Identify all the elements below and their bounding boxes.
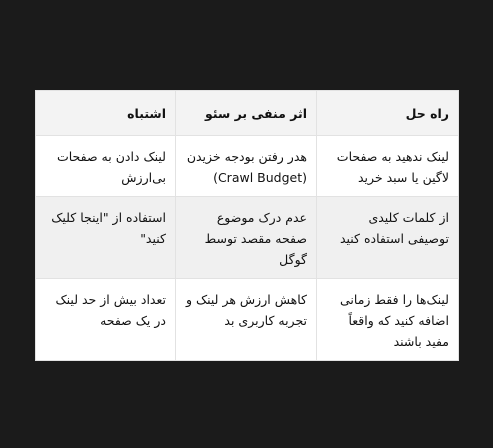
cell-solution: لینک‌ها را فقط زمانی اضافه کنید که واقعاً مفید باشند bbox=[317, 279, 459, 361]
table-body bbox=[36, 136, 459, 361]
header-negative-seo-effect: اثر منفی بر سئو bbox=[176, 91, 317, 136]
header-mistake: اشتباه bbox=[36, 91, 176, 136]
table-row bbox=[36, 136, 459, 197]
cell-solution: لینک ندهید به صفحات لاگین یا سبد خرید bbox=[317, 136, 459, 197]
seo-mistakes-table bbox=[35, 90, 459, 361]
cell-negative-effect: عدم درک موضوع صفحه مقصد توسط گوگل bbox=[176, 197, 317, 279]
cell-mistake: لینک دادن به صفحات بی‌ارزش bbox=[36, 136, 176, 197]
header-row bbox=[36, 91, 459, 136]
cell-solution: از کلمات کلیدی توصیفی استفاده کنید bbox=[317, 197, 459, 279]
cell-mistake: استفاده از "اینجا کلیک کنید" bbox=[36, 197, 176, 279]
cell-negative-effect: هدر رفتن بودجه خزیدن (Crawl Budget) bbox=[176, 136, 317, 197]
table-header bbox=[36, 91, 459, 136]
table-row bbox=[36, 279, 459, 361]
cell-negative-effect: کاهش ارزش هر لینک و تجربه کاربری بد bbox=[176, 279, 317, 361]
header-solution: راه حل bbox=[317, 91, 459, 136]
table-row bbox=[36, 197, 459, 279]
cell-mistake: تعداد بیش از حد لینک در یک صفحه bbox=[36, 279, 176, 361]
